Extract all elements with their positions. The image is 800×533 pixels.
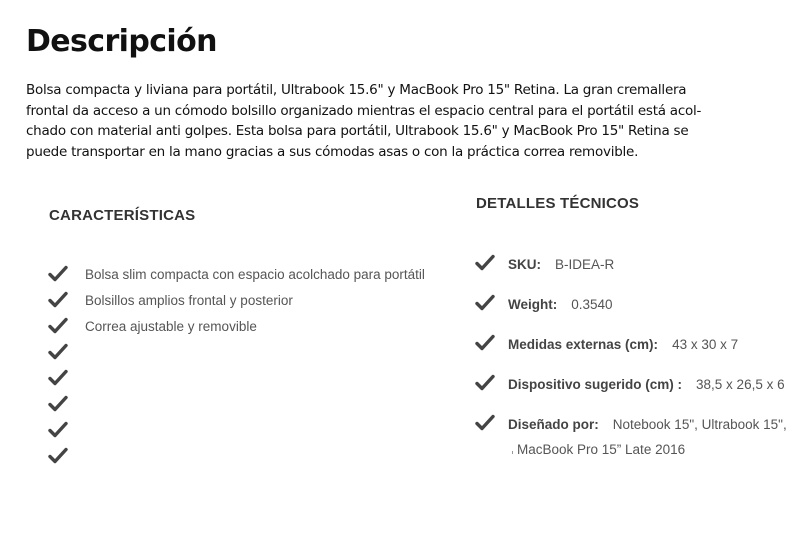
feature-text: Bolsillos amplios frontal y posterior	[85, 293, 293, 308]
spec-value-continuation	[512, 438, 795, 462]
checkmark-icon	[48, 368, 68, 388]
checkmark-icon	[48, 264, 68, 284]
checkmark-icon	[48, 290, 68, 310]
checkmark-icon	[475, 333, 495, 353]
page-title: Descripción	[26, 24, 217, 59]
spec-value: 38,5 x 26,5 x 6	[696, 377, 785, 392]
spec-value: MacBook Pro 15” Late 2016	[517, 442, 686, 457]
spec-value: Notebook 15", Ultrabook 15",	[612, 417, 787, 432]
checkmark-icon	[48, 342, 68, 362]
feature-item	[48, 418, 425, 444]
checkmark-icon	[48, 420, 68, 440]
specs-list	[475, 253, 795, 473]
spec-label: Weight:	[508, 297, 558, 312]
spec-label: Diseñado por:	[508, 417, 599, 432]
checkmark-icon	[475, 253, 495, 273]
description-line: frontal da acceso a un cómodo bolsillo organizado mientras el espacio central para el portátil está acol-	[26, 102, 702, 119]
spec-item-sku	[475, 253, 795, 293]
description-line: Bolsa compacta y liviana para portátil, Ultrabook 15.6" y MacBook Pro 15" Retina. La gran cremallera	[26, 82, 687, 98]
checkmark-icon	[48, 394, 68, 414]
features-list	[48, 262, 425, 470]
description-line: chado con material anti golpes. Esta bolsa para portátil, Ultrabook 15.6" y MacBook Pro 15" Retina se	[26, 123, 689, 139]
feature-item	[48, 262, 425, 288]
separator-mark	[512, 451, 513, 454]
spec-value: B-IDEA-R	[555, 257, 615, 272]
feature-text: Correa ajustable y removible	[85, 319, 257, 334]
spec-label: Medidas externas (cm):	[508, 337, 659, 352]
product-description	[26, 80, 766, 162]
spec-item-device-size	[475, 373, 795, 413]
spec-item-external-size	[475, 333, 795, 373]
feature-item	[48, 314, 425, 340]
spec-value: 0.3540	[571, 297, 613, 312]
specs-heading: DETALLES TÉCNICOS	[476, 195, 640, 212]
feature-item	[48, 340, 425, 366]
feature-item	[48, 288, 425, 314]
features-heading: CARACTERÍSTICAS	[49, 207, 196, 224]
feature-text: Bolsa slim compacta con espacio acolchado para portátil	[85, 267, 425, 282]
checkmark-icon	[475, 413, 495, 433]
checkmark-icon	[475, 373, 495, 393]
feature-item	[48, 366, 425, 392]
feature-item	[48, 392, 425, 418]
checkmark-icon	[475, 293, 495, 313]
checkmark-icon	[48, 446, 68, 466]
spec-label: Dispositivo sugerido (cm) :	[508, 377, 683, 392]
spec-item-designed-for	[475, 413, 795, 473]
feature-item	[48, 444, 425, 470]
checkmark-icon	[48, 316, 68, 336]
spec-item-weight	[475, 293, 795, 333]
description-line: puede transportar en la mano gracias a sus cómodas asas o con la práctica correa removible.	[26, 143, 639, 160]
spec-label: SKU:	[508, 257, 541, 272]
spec-value: 43 x 30 x 7	[672, 337, 739, 352]
